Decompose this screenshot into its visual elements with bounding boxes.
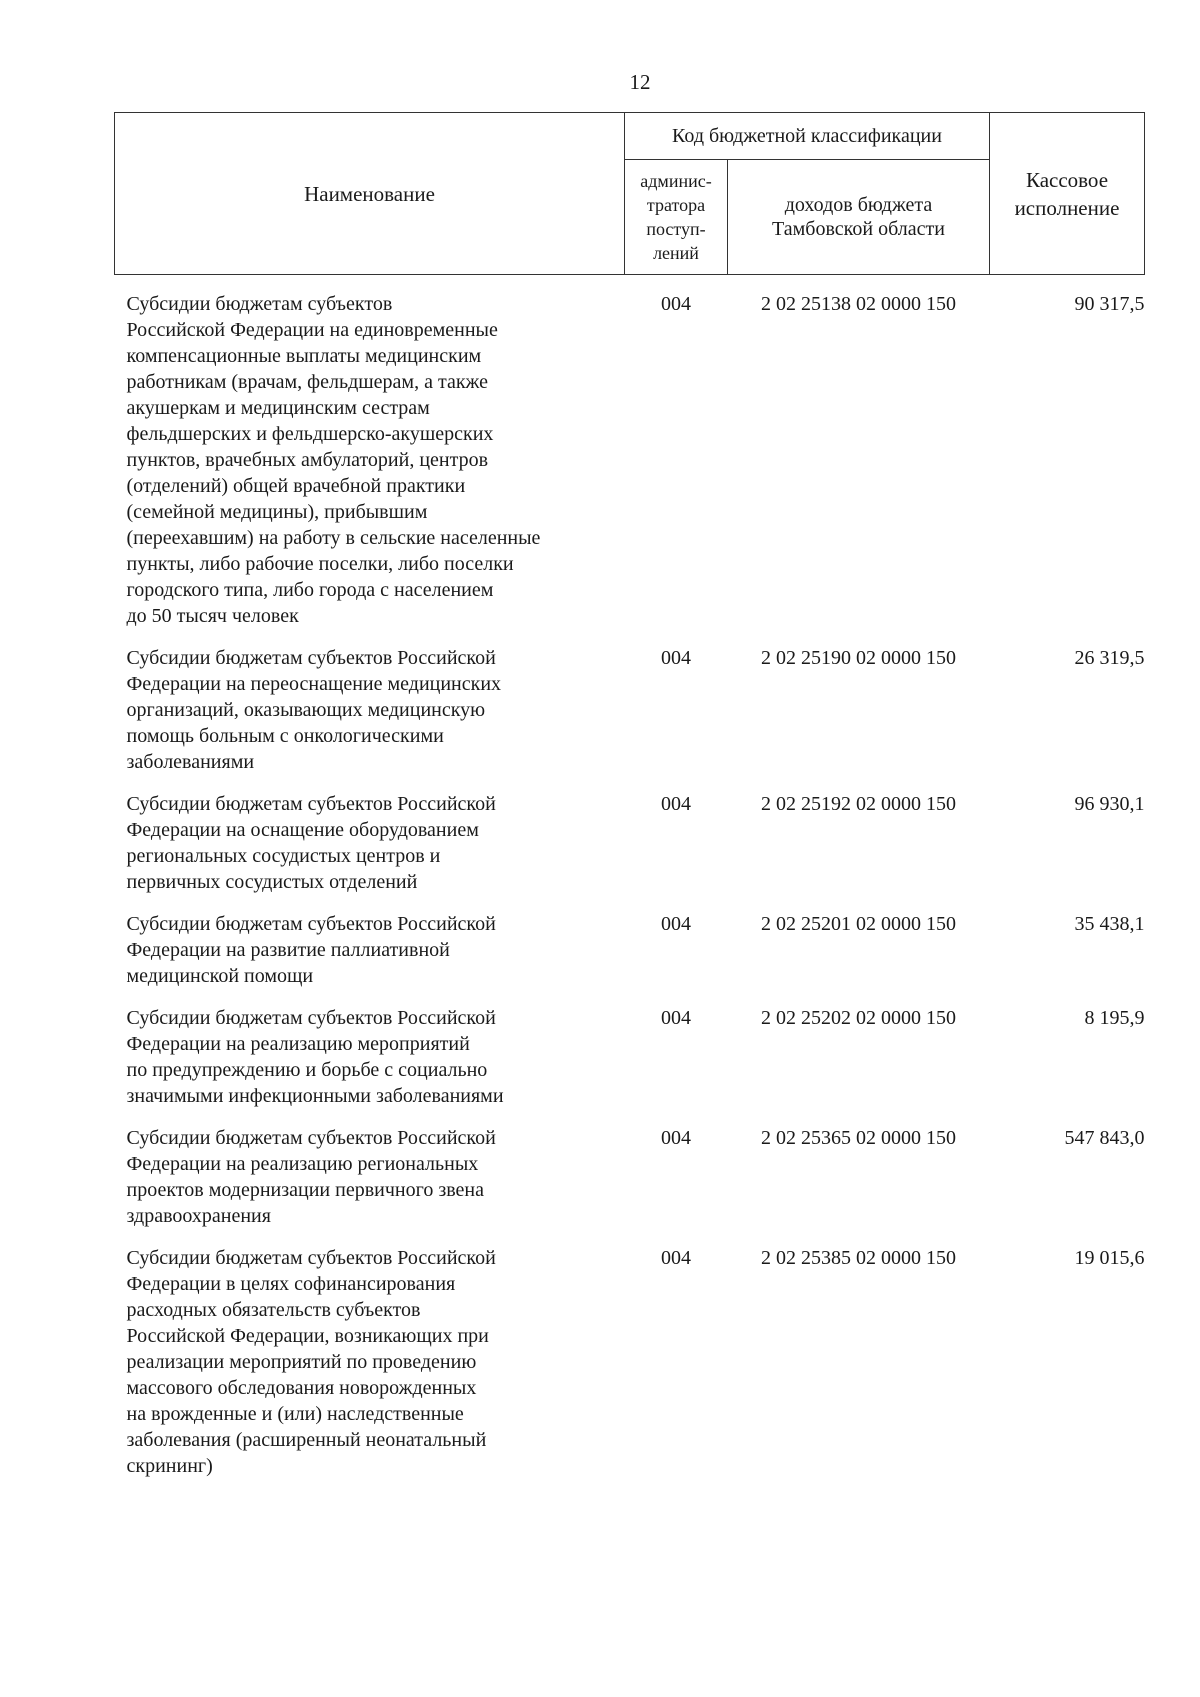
- table-row: [115, 779, 1145, 899]
- row-name-line: акушеркам и медицинским сестрам: [126, 397, 430, 419]
- table-row: [115, 1233, 1145, 1483]
- row-name-line: компенсационные выплаты медицинским: [126, 345, 482, 367]
- row-name-line: Субсидии бюджетам субъектов Российской: [126, 913, 496, 935]
- row-name-line: региональных сосудистых центров и: [126, 845, 441, 867]
- row-name: [115, 1113, 625, 1233]
- row-name-line: первичных сосудистых отделений: [126, 871, 418, 893]
- row-execution-amount: 19 015,6: [1074, 1247, 1145, 1269]
- row-name-line: проектов модернизации первичного звена: [126, 1179, 484, 1201]
- row-name: [115, 275, 625, 634]
- header-execution: [990, 113, 1145, 275]
- table-row: [115, 993, 1145, 1113]
- header-code-line: доходов бюджета: [784, 194, 933, 216]
- header-admin-line: админис-: [640, 171, 712, 191]
- row-name-line: реализации мероприятий по проведению: [126, 1351, 477, 1373]
- header-classification-code: Код бюджетной классификации: [625, 113, 990, 160]
- row-name-line: Федерации на переоснащение медицинских: [126, 673, 502, 695]
- row-name-line: работникам (врачам, фельдшерам, а также: [126, 371, 488, 393]
- header-name: Наименование: [115, 113, 625, 275]
- row-name-line: Федерации в целях софинансирования: [126, 1273, 456, 1295]
- row-name-line: (переехавшим) на работу в сельские населенные: [126, 527, 541, 549]
- row-name-line: заболевания (расширенный неонатальный: [126, 1429, 487, 1451]
- header-admin-line: поступ-: [646, 219, 706, 239]
- row-name-line: расходных обязательств субъектов: [126, 1299, 421, 1321]
- row-name-line: Субсидии бюджетам субъектов Российской: [126, 1247, 496, 1269]
- row-name-line: скрининг): [126, 1455, 213, 1477]
- row-revenue-code: 2 02 25385 02 0000 150: [761, 1247, 956, 1269]
- row-admin-code: 004: [661, 1247, 691, 1269]
- row-name-line: Субсидии бюджетам субъектов Российской: [126, 793, 496, 815]
- row-name: [115, 899, 625, 993]
- row-name-line: помощь больным с онкологическими: [126, 725, 444, 747]
- header-revenue-code: [728, 160, 990, 275]
- table-row: [115, 899, 1145, 993]
- budget-table: [114, 112, 1145, 1483]
- row-name: [115, 779, 625, 899]
- row-name-line: Субсидии бюджетам субъектов: [126, 293, 393, 315]
- row-name-line: (семейной медицины), прибывшим: [126, 501, 428, 523]
- row-name: [115, 993, 625, 1113]
- header-execution-line: исполнение: [1014, 195, 1120, 220]
- row-name-line: организаций, оказывающих медицинскую: [126, 699, 486, 721]
- row-name-line: Федерации на оснащение оборудованием: [126, 819, 479, 841]
- row-revenue-code: 2 02 25365 02 0000 150: [761, 1127, 956, 1149]
- row-execution-amount: 547 843,0: [1064, 1127, 1145, 1149]
- row-name-line: Субсидии бюджетам субъектов Российской: [126, 1127, 496, 1149]
- row-revenue-code: 2 02 25201 02 0000 150: [761, 913, 956, 935]
- row-name-line: медицинской помощи: [126, 965, 314, 987]
- row-name-line: Российской Федерации, возникающих при: [126, 1325, 489, 1347]
- row-name-line: Субсидии бюджетам субъектов Российской: [126, 647, 496, 669]
- table-row: [115, 633, 1145, 779]
- row-revenue-code: 2 02 25202 02 0000 150: [761, 1007, 956, 1029]
- row-name-line: пункты, либо рабочие поселки, либо поселки: [126, 553, 514, 575]
- row-name-line: здравоохранения: [126, 1205, 271, 1227]
- row-name-line: Субсидии бюджетам субъектов Российской: [126, 1007, 496, 1029]
- row-execution-amount: 26 319,5: [1074, 647, 1145, 669]
- row-name-line: на врожденные и (или) наследственные: [126, 1403, 464, 1425]
- row-name-line: Российской Федерации на единовременные: [126, 319, 498, 341]
- row-revenue-code: 2 02 25138 02 0000 150: [761, 293, 956, 315]
- row-name-line: Федерации на реализацию мероприятий: [126, 1033, 470, 1055]
- table-row: [115, 275, 1145, 634]
- row-name-line: по предупреждению и борьбе с социально: [126, 1059, 488, 1081]
- row-name-line: городского типа, либо города с населением: [126, 579, 494, 601]
- header-execution-line: Кассовое: [1025, 167, 1109, 192]
- header-admin: [625, 160, 728, 275]
- table-header: [115, 113, 1145, 275]
- row-execution-amount: 96 930,1: [1074, 793, 1145, 815]
- row-admin-code: 004: [661, 1007, 691, 1029]
- row-admin-code: 004: [661, 647, 691, 669]
- header-code-line: Тамбовской области: [772, 218, 945, 240]
- header-admin-line: тратора: [646, 195, 706, 215]
- row-name-line: (отделений) общей врачебной практики: [126, 475, 466, 497]
- row-name-line: Федерации на реализацию региональных: [126, 1153, 479, 1175]
- header-admin-line: лений: [653, 243, 699, 263]
- row-name: [115, 1233, 625, 1483]
- page-number: 12: [629, 70, 651, 94]
- row-execution-amount: 8 195,9: [1084, 1007, 1145, 1029]
- row-admin-code: 004: [661, 913, 691, 935]
- row-name-line: массового обследования новорожденных: [126, 1377, 477, 1399]
- row-revenue-code: 2 02 25192 02 0000 150: [761, 793, 956, 815]
- row-name-line: заболеваниями: [126, 751, 255, 773]
- table-row: [115, 1113, 1145, 1233]
- row-name-line: Федерации на развитие паллиативной: [126, 939, 450, 961]
- row-execution-amount: 90 317,5: [1074, 293, 1145, 315]
- row-revenue-code: 2 02 25190 02 0000 150: [761, 647, 956, 669]
- row-admin-code: 004: [661, 1127, 691, 1149]
- row-execution-amount: 35 438,1: [1074, 913, 1145, 935]
- row-name-line: пунктов, врачебных амбулаторий, центров: [126, 449, 489, 471]
- row-admin-code: 004: [661, 793, 691, 815]
- table-body: [115, 275, 1145, 1484]
- row-name: [115, 633, 625, 779]
- row-name-line: фельдшерских и фельдшерско-акушерских: [126, 423, 494, 445]
- row-admin-code: 004: [661, 293, 691, 315]
- row-name-line: значимыми инфекционными заболеваниями: [126, 1085, 504, 1107]
- row-name-line: до 50 тысяч человек: [126, 605, 299, 627]
